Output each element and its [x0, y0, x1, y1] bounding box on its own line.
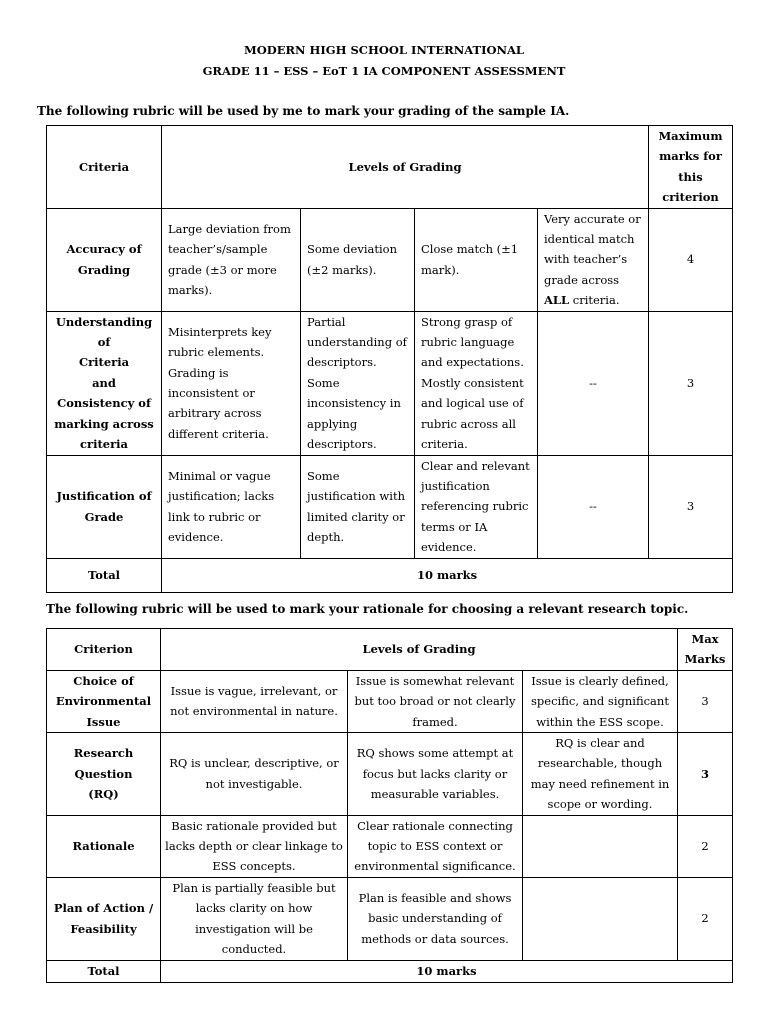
level-cell: Basic rationale provided but lacks depth or clear linkage to ESS concepts.: [161, 815, 348, 877]
criterion-line: Plan of Action /: [53, 901, 154, 916]
levels-header: Levels of Grading: [161, 629, 678, 671]
level-cell: Misinterprets key rubric elements. Grading is inconsistent or arbitrary across different criteria.: [162, 311, 301, 455]
level-cell: Minimal or vague justification; lacks link to rubric or evidence.: [162, 455, 301, 558]
level-cell: RQ is unclear, descriptive, or not investigable.: [161, 733, 348, 816]
criterion-line: Choice of: [73, 673, 134, 688]
criterion-header: Criterion: [47, 629, 161, 671]
level-cell: Clear rationale connecting topic to ESS context or environmental significance.: [348, 815, 523, 877]
criterion-line: Environmental: [55, 694, 152, 709]
table-row: [47, 877, 733, 960]
emphasis-all: ALL: [544, 293, 570, 308]
school-name: MODERN HIGH SCHOOL INTERNATIONAL: [244, 43, 524, 57]
criterion-line: Issue: [86, 714, 121, 729]
max-marks-cell: 2: [678, 877, 733, 960]
max-marks-header: [649, 126, 733, 209]
level-cell: Partial understanding of descriptors. Some inconsistency in applying descriptors.: [301, 311, 415, 455]
level-cell: Large deviation from teacher’s/sample grade (±3 or more marks).: [162, 208, 301, 311]
max-marks-cell: 2: [678, 815, 733, 877]
level-cell: Some deviation (±2 marks).: [301, 208, 415, 311]
criterion-line: Grading: [77, 262, 131, 277]
criterion-line: criteria: [80, 437, 128, 452]
levels-header: Levels of Grading: [162, 126, 649, 209]
grading-rubric-table: [46, 125, 733, 593]
total-label: Total: [47, 558, 162, 592]
level-text: Very accurate or identical match with teacher’s grade across: [544, 211, 641, 287]
max-header-line: Maximum: [658, 129, 723, 143]
table-row: [47, 208, 733, 311]
table-row: [47, 733, 733, 816]
table-row: [47, 311, 733, 455]
criterion-line: (RQ): [88, 787, 119, 802]
total-row: [47, 558, 733, 592]
level-cell: Issue is somewhat relevant but too broad or not clearly framed.: [348, 670, 523, 732]
level-cell: --: [538, 455, 649, 558]
criterion-line: Feasibility: [70, 921, 137, 936]
criterion-accuracy: [47, 208, 162, 311]
total-row: [47, 960, 733, 982]
level-cell: [523, 877, 678, 960]
level-cell: Close match (±1 mark).: [415, 208, 538, 311]
level-cell: --: [538, 311, 649, 455]
level-cell: Issue is clearly defined, specific, and significant within the ESS scope.: [523, 670, 678, 732]
level-cell: Plan is feasible and shows basic understanding of methods or data sources.: [348, 877, 523, 960]
max-header-line: this criterion: [662, 169, 719, 205]
max-marks-cell: 3: [649, 455, 733, 558]
max-marks-cell: 3: [678, 670, 733, 732]
criterion-line: Research Question: [73, 746, 134, 781]
level-cell: Plan is partially feasible but lacks clarity on how investigation will be conducted.: [161, 877, 348, 960]
max-marks-cell: 3: [649, 311, 733, 455]
rubric2-intro: The following rubric will be used to mark your rationale for choosing a relevant research topic.: [46, 602, 689, 616]
criterion-line: Grade: [84, 509, 124, 524]
max-marks-header: [678, 629, 733, 671]
level-cell: RQ shows some attempt at focus but lacks clarity or measurable variables.: [348, 733, 523, 816]
total-value: 10 marks: [162, 558, 733, 592]
criterion-environmental-issue: [47, 670, 161, 732]
criterion-line: marking across: [54, 416, 154, 431]
criterion-line: Criteria: [78, 355, 130, 370]
level-cell: RQ is clear and researchable, though may need refinement in scope or wording.: [523, 733, 678, 816]
level-cell: Some justification with limited clarity or depth.: [301, 455, 415, 558]
max-header-line: Max: [691, 632, 719, 646]
max-header-line: marks for: [659, 149, 722, 164]
criterion-understanding: [47, 311, 162, 455]
level-cell: Issue is vague, irrelevant, or not environmental in nature.: [161, 670, 348, 732]
rubric1-intro: The following rubric will be used by me to mark your grading of the sample IA.: [37, 104, 570, 118]
criterion-research-question: [47, 733, 161, 816]
criteria-header: Criteria: [47, 126, 162, 209]
criterion-line: Accuracy of: [66, 242, 142, 257]
level-cell: [523, 815, 678, 877]
table-row: [47, 815, 733, 877]
criterion-plan-of-action: [47, 877, 161, 960]
table-row: [47, 455, 733, 558]
level-text: criteria.: [569, 293, 620, 308]
total-value: 10 marks: [161, 960, 733, 982]
criterion-rationale: Rationale: [47, 815, 161, 877]
max-marks-cell: 3: [678, 733, 733, 816]
criterion-line: and: [92, 375, 116, 390]
research-topic-rubric-table: [46, 628, 733, 983]
table-row: [47, 670, 733, 732]
criterion-line: Consistency of: [57, 396, 151, 411]
criterion-justification: [47, 455, 162, 558]
total-label: Total: [47, 960, 161, 982]
level-cell: Clear and relevant justification referencing rubric terms or IA evidence.: [415, 455, 538, 558]
assessment-title: GRADE 11 – ESS – EoT 1 IA COMPONENT ASSESSMENT: [202, 64, 566, 78]
max-marks-cell: 4: [649, 208, 733, 311]
table-header-row: [47, 629, 733, 671]
max-header-line: Marks: [684, 652, 726, 667]
table-header-row: [47, 126, 733, 209]
level-cell: Strong grasp of rubric language and expectations. Mostly consistent and logical use of rubric across all criteria.: [415, 311, 538, 455]
level-cell: [538, 208, 649, 311]
criterion-line: Understanding of: [55, 314, 153, 350]
criterion-line: Justification of: [56, 489, 152, 504]
